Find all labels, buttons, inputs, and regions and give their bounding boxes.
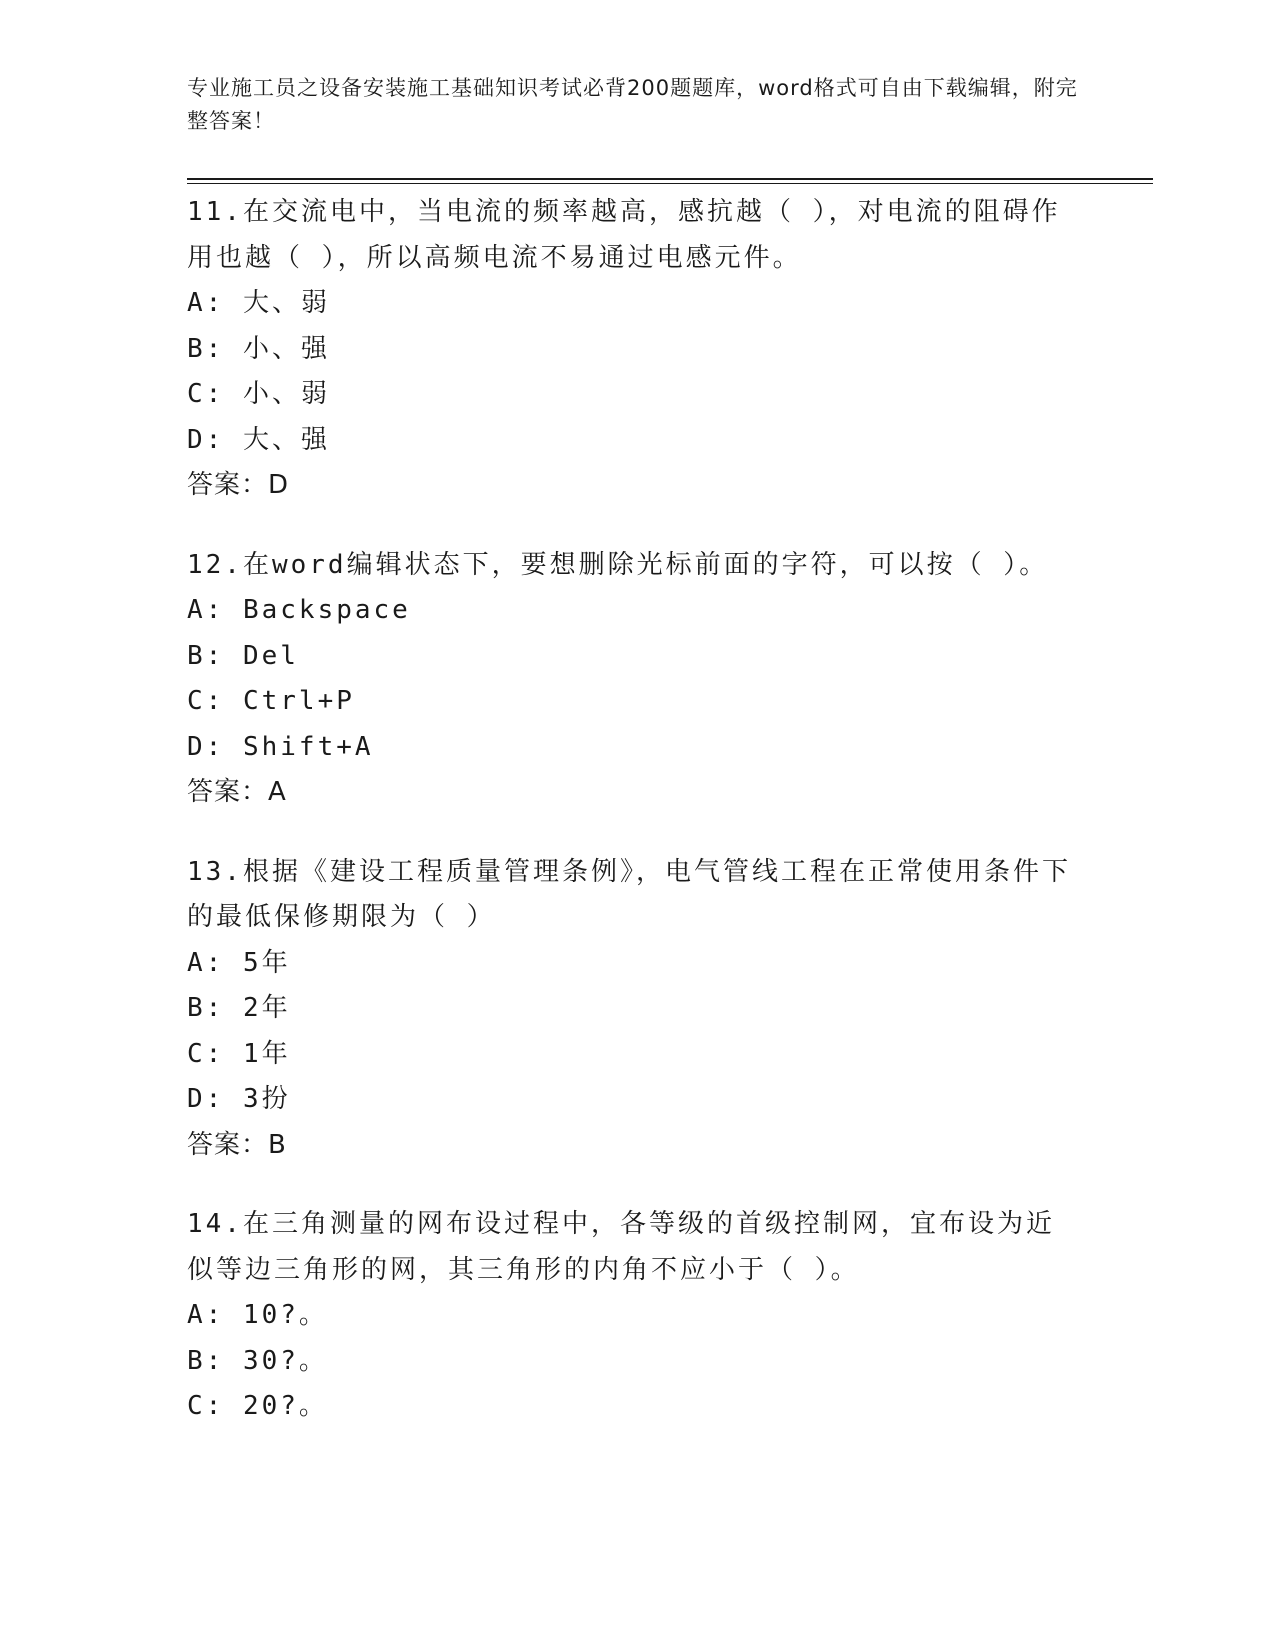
document-header: 专业施工员之设备安装施工基础知识考试必背200题题库，word格式可自由下载编辑，附完整答案！ bbox=[187, 76, 1078, 133]
question-text: 14.在三角测量的网布设过程中，各等级的首级控制网，宜布设为近似等边三角形的网，其三角形的内角不应小于（ ）。 bbox=[187, 1209, 1055, 1285]
question-12 bbox=[187, 543, 1087, 816]
question-text: 13.根据《建设工程质量管理条例》，电气管线工程在正常使用条件下的最低保修期限为（ ） bbox=[187, 856, 1071, 932]
answer-line: 答案：D bbox=[187, 470, 290, 500]
question-list bbox=[187, 190, 1087, 1464]
option-c: C: 小、弱 bbox=[187, 379, 330, 409]
option-b: B: 小、强 bbox=[187, 333, 330, 364]
option-b: B: 2年 bbox=[187, 993, 291, 1023]
answer-line: 答案：A bbox=[187, 777, 287, 807]
answer-line: 答案：B bbox=[187, 1129, 287, 1160]
header-rule-thick bbox=[187, 178, 1153, 180]
option-a: A: 大、弱 bbox=[187, 288, 330, 318]
option-a: A: Backspace bbox=[187, 595, 411, 625]
question-11 bbox=[187, 190, 1087, 509]
option-a: A: 10?。 bbox=[187, 1300, 328, 1330]
question-text: 12.在word编辑状态下，要想删除光标前面的字符，可以按（ ）。 bbox=[187, 549, 1049, 580]
option-d: D: 3扮 bbox=[187, 1084, 291, 1114]
option-a: A: 5年 bbox=[187, 947, 291, 978]
option-d: D: Shift+A bbox=[187, 731, 374, 762]
option-d: D: 大、强 bbox=[187, 424, 330, 455]
option-c: C: Ctrl+P bbox=[187, 686, 355, 716]
option-c: C: 1年 bbox=[187, 1038, 291, 1069]
option-c: C: 20?。 bbox=[187, 1391, 328, 1421]
question-13 bbox=[187, 850, 1087, 1169]
header-rule-thin bbox=[187, 183, 1153, 184]
question-14 bbox=[187, 1202, 1087, 1430]
option-b: B: Del bbox=[187, 640, 299, 671]
option-b: B: 30?。 bbox=[187, 1345, 328, 1376]
question-text: 11.在交流电中，当电流的频率越高，感抗越（ ），对电流的阻碍作用也越（ ），所以高频电流不易通过电感元件。 bbox=[187, 197, 1061, 273]
